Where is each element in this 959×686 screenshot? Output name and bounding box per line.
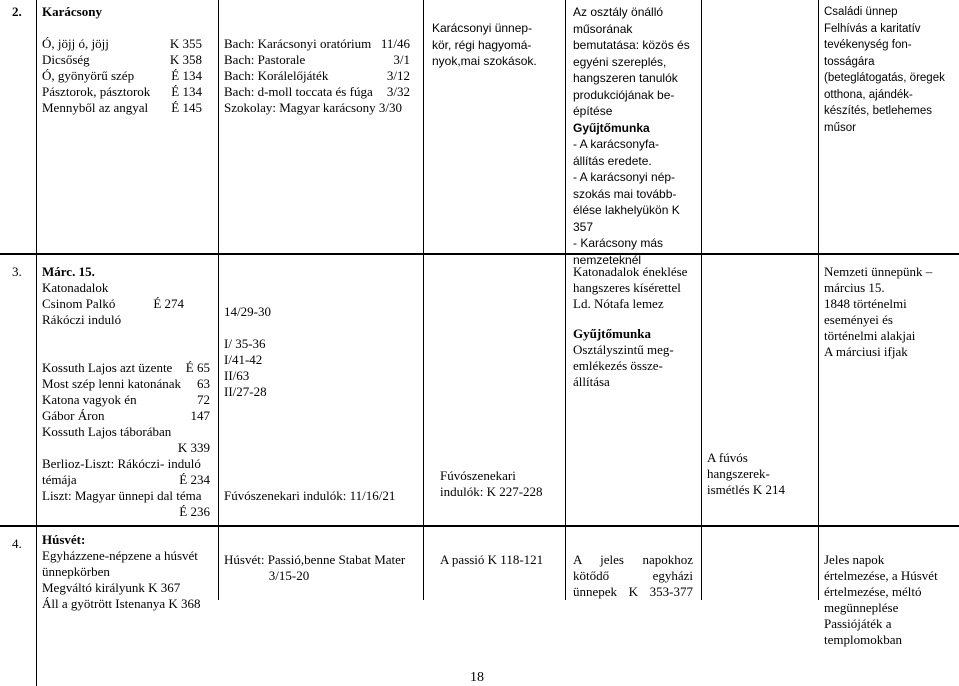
song-line: témája É 234 — [42, 472, 210, 487]
column-divider — [218, 0, 219, 600]
song-line: Kossuth Lajos táborában — [42, 424, 172, 439]
row-number: 2. — [12, 4, 22, 19]
recording-ref: II/63 — [224, 368, 250, 383]
text-line: műsorának — [573, 21, 633, 36]
song-line: Kossuth Lajos azt üzente É 65 — [42, 360, 210, 375]
column-divider — [565, 0, 566, 600]
text-line: műsor — [824, 121, 856, 134]
text-line: készítés, betlehemes — [824, 105, 933, 117]
text-line: Jeles napok — [824, 552, 885, 567]
text-line: Katonadalok éneklése — [573, 264, 688, 279]
text-line: A jeles napokhoz — [573, 552, 693, 567]
collection-heading: Gyűjtőmunka — [573, 120, 650, 135]
song-line: Mennyből az angyal É 145 — [42, 100, 202, 115]
text-line: hangszeres kísérettel — [573, 280, 681, 295]
text-line: Berlioz-Liszt: Rákóczi- induló — [42, 456, 201, 471]
text-line: március 15. — [824, 280, 885, 295]
text-line: 1848 történelmi — [824, 296, 907, 311]
column-divider — [701, 0, 702, 600]
song-line: Dicsőség K 358 — [42, 52, 202, 67]
row-number: 3. — [12, 264, 22, 279]
text-line: 357 — [573, 219, 594, 234]
text-line: ünnepek K 353-377 — [573, 584, 693, 599]
collection-heading: Gyűjtőmunka — [573, 326, 652, 341]
row4-values — [824, 552, 956, 648]
text-line: A márciusi ifjak — [824, 344, 908, 359]
song-ref: É 236 — [179, 504, 210, 519]
text-line: eseményei és — [824, 312, 893, 327]
text-line: állítása — [573, 374, 610, 389]
text-line: történelmi alakjai — [824, 328, 916, 343]
song-line: Gábor Áron 147 — [42, 408, 210, 423]
text-line: kör, régi hagyomá- — [432, 37, 532, 52]
text-line: ismétlés K 214 — [707, 482, 785, 497]
row3-values — [824, 264, 956, 360]
song-line: Áll a gyötrött Istenanya K 368 — [42, 596, 201, 611]
song-line: Katona vagyok én 72 — [42, 392, 210, 407]
song-line: Most szép lenni katonának 63 — [42, 376, 210, 391]
row2-recordings — [224, 36, 410, 116]
song-ref: K 339 — [177, 440, 210, 455]
row3-activities — [573, 264, 699, 390]
text-line: templomokban — [824, 632, 902, 647]
text-line: A fúvós — [707, 450, 748, 465]
date-title: Márc. 15. — [42, 264, 95, 279]
text-line: Felhívás a karitatív — [824, 22, 921, 35]
text-line: hangszerek- — [707, 466, 770, 481]
row2-activities — [573, 4, 699, 268]
text-line: Liszt: Magyar ünnepi dal téma — [42, 488, 202, 503]
recording-ref: II/27-28 — [224, 384, 267, 399]
text-line: értelmezése, a Húsvét — [824, 568, 938, 583]
text-line: Passiójáték a — [824, 616, 892, 631]
text-line: állítás eredete. — [573, 153, 652, 168]
recording-line: Bach: Korálelőjáték 3/12 — [224, 68, 410, 83]
text-line: Karácsonyi ünnep- — [432, 21, 533, 35]
song-line: Csinom Palkó É 274 — [42, 296, 185, 311]
text-line: Fúvószenekari — [440, 468, 516, 483]
song-line: Ó, jöjj ó, jöjj K 355 — [42, 36, 202, 51]
row-divider — [0, 525, 959, 527]
text-line: kötődő egyházi — [573, 568, 693, 583]
row4-songs — [42, 532, 212, 612]
text-line: hangszeren tanulók — [573, 71, 678, 85]
recording-line: Bach: Karácsonyi oratórium 11/46 — [224, 36, 410, 51]
text-line: megünneplése — [824, 600, 899, 615]
song-line: Pásztorok, pásztorok É 134 — [42, 84, 202, 99]
row4-recordings — [224, 552, 420, 584]
text-line: egyéni szereplés, — [573, 54, 667, 69]
section-title: Húsvét: — [42, 532, 86, 547]
text-line: otthona, ajándék- — [824, 88, 913, 101]
song-line: Rákóczi induló — [42, 312, 122, 327]
recording-line: Szokolay: Magyar karácsony 3/30 — [224, 100, 402, 115]
text-line: élése lakhelyükön K — [573, 203, 680, 217]
recording-ref: 14/29-30 — [224, 304, 271, 319]
text-line: - A karácsonyi nép- — [573, 170, 676, 184]
section-title: Karácsony — [42, 4, 102, 19]
text-line: emlékezés össze- — [573, 358, 663, 373]
row3-topic — [440, 468, 562, 500]
row3-instruments — [707, 450, 817, 498]
text-line: Ld. Nótafa lemez — [573, 296, 664, 311]
song-line: Ó, gyönyörű szép É 134 — [42, 68, 202, 83]
row2-topic — [432, 20, 562, 70]
section-heading: Katonadalok — [42, 280, 109, 295]
row-number: 4. — [12, 536, 22, 551]
recording-ref: I/41-42 — [224, 352, 263, 367]
text-line: Családi ünnep — [824, 6, 898, 18]
text-line: ünnepkörben — [42, 564, 110, 579]
row2-songs — [42, 4, 202, 116]
recording-ref: 3/15-20 — [268, 568, 310, 583]
text-line: nyok,mai szokások. — [432, 54, 537, 68]
text-line: Nemzeti ünnepünk – — [824, 264, 933, 279]
recording-ref: I/ 35-36 — [224, 336, 266, 351]
text-line: Egyházzene-népzene a húsvét — [42, 548, 198, 563]
recording-line: Bach: Pastorale 3/1 — [224, 52, 410, 67]
column-divider — [423, 0, 424, 600]
text-line: értelmezése, méltó — [824, 584, 922, 599]
row-divider — [0, 253, 959, 255]
text-line: tosságára — [824, 55, 875, 68]
text-line: Osztályszintű meg- — [573, 342, 674, 357]
page-number: 18 — [470, 670, 484, 685]
row4-activities — [573, 552, 693, 600]
text-line: - A karácsonyfa- — [573, 137, 660, 151]
text-line: Húsvét: Passió,benne Stabat Mater — [224, 552, 406, 567]
text-line: (beteglátogatás, öregek — [824, 72, 945, 84]
text-line: - Karácsony más — [573, 236, 664, 250]
text-line: Az osztály önálló — [573, 5, 664, 19]
row3-recordings — [224, 304, 414, 400]
text-line: indulók: K 227-228 — [440, 484, 543, 499]
text-line: tevékenység fon- — [824, 39, 912, 51]
column-divider — [818, 0, 819, 600]
row3-songs — [42, 264, 210, 520]
text-line: szokás mai tovább- — [573, 186, 677, 201]
row4-topic: A passió K 118-121 — [440, 552, 544, 567]
row3-recordings-bottom: Fúvószenekari indulók: 11/16/21 — [224, 488, 396, 503]
text-line: produkciójának be- — [573, 87, 675, 102]
song-line: Megváltó királyunk K 367 — [42, 580, 181, 595]
text-line: nemzeteknél — [573, 252, 642, 267]
column-divider — [36, 0, 37, 686]
recording-line: Bach: d-moll toccata és fúga 3/32 — [224, 84, 410, 99]
text-line: építése — [573, 104, 613, 118]
text-line: bemutatása: közös és — [573, 38, 690, 52]
row2-values — [824, 4, 958, 136]
